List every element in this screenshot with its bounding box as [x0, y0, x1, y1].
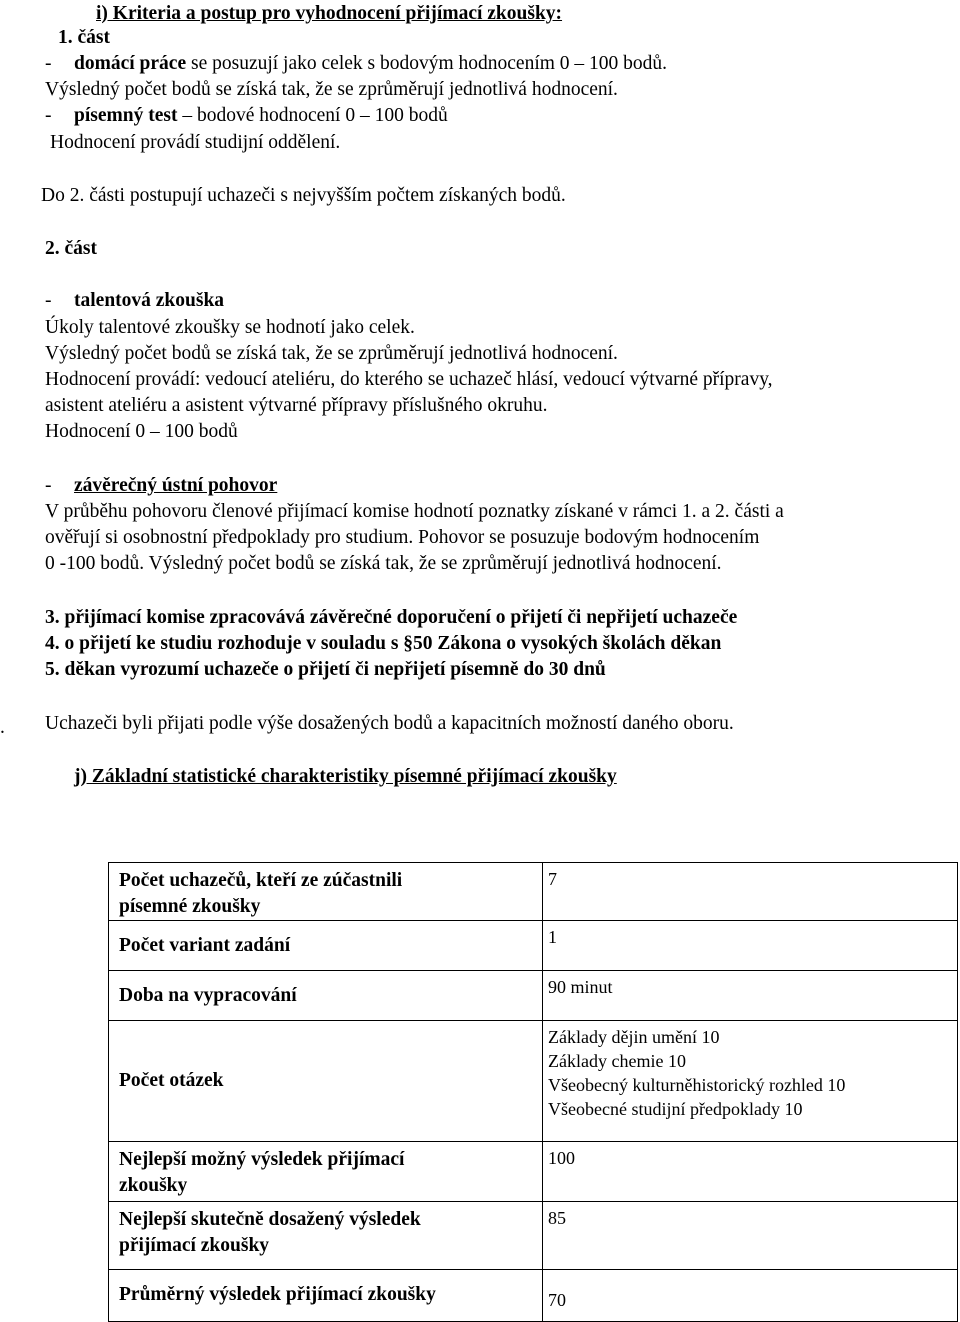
interview-line: V průběhu pohovoru členové přijímací komise hodnotí poznatky získané v rámci 1. a 2. části a: [45, 501, 784, 522]
row-label: písemné zkoušky: [119, 896, 261, 917]
row-label: Počet uchazečů, kteří ze zúčastnili: [119, 870, 403, 891]
row-label: Počet variant zadání: [119, 935, 291, 956]
step-3: 3. přijímací komise zpracovává závěrečné doporučení o přijetí či nepřijetí uchazeče: [45, 607, 738, 628]
row-label-cell: [109, 1202, 543, 1270]
part1-title: 1. část: [58, 27, 110, 48]
talent-line: Výsledný počet bodů se získá tak, že se zprůměrují jednotlivá hodnocení.: [45, 343, 618, 364]
row-label: Počet otázek: [119, 1070, 224, 1091]
step-4: 4. o přijetí ke studiu rozhoduje v souladu s §50 Zákona o vysokých školách děkan: [45, 633, 722, 654]
table-row: [109, 921, 958, 971]
talent-line: Úkoly talentové zkoušky se hodnotí jako celek.: [45, 317, 415, 338]
step-5: 5. děkan vyrozumí uchazeče o přijetí či nepřijetí písemně do 30 dnů: [45, 659, 606, 680]
row-value: 7: [548, 869, 557, 889]
row-value: 90 minut: [548, 977, 613, 997]
row-label-cell: [109, 1142, 543, 1202]
test-item: [74, 104, 448, 127]
row-value-cell: [543, 971, 958, 1021]
homework-text: se posuzují jako celek s bodovým hodnocením 0 – 100 bodů.: [186, 53, 668, 74]
question-count-item: Všeobecné studijní předpoklady 10: [548, 1099, 803, 1119]
row-label-cell: [109, 1270, 543, 1322]
stats-table: [108, 862, 958, 1322]
talent-line: Hodnocení 0 – 100 bodů: [45, 421, 238, 442]
question-count-item: Základy dějin umění 10: [548, 1027, 720, 1047]
row-value-cell: [543, 1202, 958, 1270]
part2-title: 2. část: [45, 238, 97, 259]
interview-line: 0 -100 bodů. Výsledný počet bodů se získá tak, že se zprůměrují jednotlivá hodnocení.: [45, 553, 722, 574]
bullet-dash: -: [45, 53, 52, 74]
test-eval: Hodnocení provádí studijní oddělení.: [50, 132, 341, 153]
row-value: 70: [548, 1290, 566, 1310]
row-label-cell: [109, 863, 543, 921]
question-count-item: Všeobecný kulturněhistorický rozhled 10: [548, 1075, 846, 1095]
bullet-dash: -: [45, 105, 52, 126]
table-row: [109, 1021, 958, 1142]
row-value-cell: [543, 921, 958, 971]
talent-line: Hodnocení provádí: vedoucí ateliéru, do kterého se uchazeč hlásí, vedoucí výtvarné přípravy,: [45, 369, 773, 390]
row-value: 100: [548, 1148, 575, 1168]
row-label: Nejlepší skutečně dosažený výsledek: [119, 1209, 421, 1230]
interview-title: závěrečný ústní pohovor: [74, 475, 278, 496]
section-i-heading: i) Kriteria a postup pro vyhodnocení přijímací zkoušky:: [96, 3, 563, 24]
test-bold: písemný test: [74, 105, 178, 126]
table-row: [109, 971, 958, 1021]
row-label-cell: [109, 971, 543, 1021]
table-row: [109, 1270, 958, 1322]
section-j-heading: j) Základní statistické charakteristiky písemné přijímací zkoušky: [74, 766, 617, 787]
advance-note: Do 2. části postupují uchazeči s nejvyšším počtem získaných bodů.: [41, 185, 566, 206]
homework-bold: domácí práce: [74, 53, 187, 74]
row-value: 85: [548, 1208, 566, 1228]
interview-line: ověřují si osobnostní předpoklady pro studium. Pohovor se posuzuje bodovým hodnocením: [45, 527, 760, 548]
bullet-dash: -: [45, 290, 52, 311]
row-label: Nejlepší možný výsledek přijímací: [119, 1149, 405, 1170]
talent-title: talentová zkouška: [74, 290, 225, 311]
talent-line: asistent ateliéru a asistent výtvarné přípravy příslušného okruhu.: [45, 395, 548, 416]
row-value-cell: [543, 1142, 958, 1202]
homework-item: [74, 52, 667, 75]
bullet-dash: -: [45, 475, 52, 496]
row-value: 1: [548, 927, 557, 947]
row-label: Doba na vypracování: [119, 985, 297, 1006]
table-row: [109, 1142, 958, 1202]
question-count-item: Základy chemie 10: [548, 1051, 686, 1071]
summary-note: Uchazeči byli přijati podle výše dosažených bodů a kapacitních možností daného oboru.: [45, 713, 734, 734]
row-value-cell: [543, 1021, 958, 1142]
row-label: Průměrný výsledek přijímací zkoušky: [119, 1284, 436, 1305]
row-label: přijímací zkoušky: [119, 1235, 270, 1256]
stray-dot: .: [0, 717, 5, 738]
homework-result: Výsledný počet bodů se získá tak, že se zprůměrují jednotlivá hodnocení.: [45, 79, 618, 100]
row-value-cell: [543, 1270, 958, 1322]
table-row: [109, 1202, 958, 1270]
row-value-cell: [543, 863, 958, 921]
test-text: – bodové hodnocení 0 – 100 bodů: [177, 105, 448, 126]
row-label: zkoušky: [119, 1175, 188, 1196]
row-label-cell: [109, 921, 543, 971]
table-row: [109, 863, 958, 921]
row-label-cell: [109, 1021, 543, 1142]
